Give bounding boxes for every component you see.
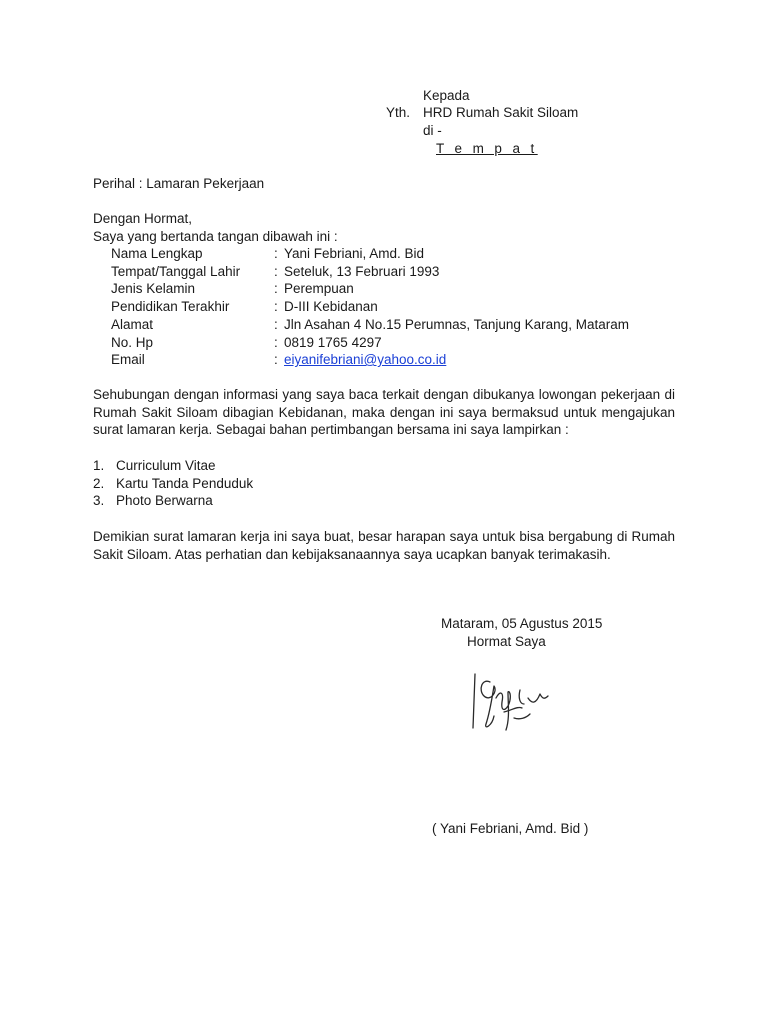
letter-closing-paragraph: Demikian surat lamaran kerja ini saya buat, besar harapan saya untuk bisa bergabung di Rumah Sakit Siloam. Atas perhatian dan kebijaksanaannya saya ucapkan banyak terimakasih. (93, 529, 675, 562)
letter-body-paragraph: Sehubungan dengan informasi yang saya baca terkait dengan dibukanya lowongan pekerjaan di Rumah Sakit Siloam dibagian Kebidanan, maka dengan ini saya bermaksud untuk mengajukan surat lamaran kerja. Sebagai bahan pertimbangan bersama ini saya lampirkan : (93, 387, 675, 437)
recipient-tempat: T e m p a t (436, 141, 538, 156)
identity-value: Perempuan (284, 281, 354, 296)
letter-intro: Saya yang bertanda tangan dibawah ini : (93, 229, 338, 244)
identity-label: Tempat/Tanggal Lahir (111, 264, 241, 279)
list-item-number: 3. (93, 493, 105, 508)
identity-label: Jenis Kelamin (111, 281, 196, 296)
identity-value: Jln Asahan 4 No.15 Perumnas, Tanjung Karang, Mataram (284, 317, 629, 332)
identity-separator: : (274, 246, 278, 261)
identity-separator: : (274, 264, 278, 279)
letter-greeting: Dengan Hormat, (93, 211, 193, 226)
identity-separator: : (274, 299, 278, 314)
identity-label: Nama Lengkap (111, 246, 203, 261)
identity-separator: : (274, 317, 278, 332)
signature-image (468, 668, 568, 736)
closing-salutation: Hormat Saya (467, 634, 546, 649)
recipient-name: HRD Rumah Sakit Siloam (423, 105, 579, 120)
recipient-kepada: Kepada (423, 88, 470, 103)
email-link[interactable]: eiyanifebriani@yahoo.co.id (284, 352, 447, 367)
identity-separator: : (274, 352, 278, 367)
identity-label: Email (111, 352, 145, 367)
identity-value: Seteluk, 13 Februari 1993 (284, 264, 440, 279)
identity-separator: : (274, 335, 278, 350)
recipient-di: di - (423, 123, 442, 138)
list-item: Curriculum Vitae (116, 458, 216, 473)
identity-label: No. Hp (111, 335, 154, 350)
recipient-yth: Yth. (386, 105, 411, 120)
place-date: Mataram, 05 Agustus 2015 (441, 616, 603, 631)
signer-name: ( Yani Febriani, Amd. Bid ) (432, 821, 589, 836)
identity-label: Pendidikan Terakhir (111, 299, 230, 314)
list-item-number: 2. (93, 476, 105, 491)
identity-value: D-III Kebidanan (284, 299, 378, 314)
letter-subject: Perihal : Lamaran Pekerjaan (93, 176, 265, 191)
identity-separator: : (274, 281, 278, 296)
identity-value: Yani Febriani, Amd. Bid (284, 246, 425, 261)
list-item: Kartu Tanda Penduduk (116, 476, 254, 491)
identity-value: 0819 1765 4297 (284, 335, 382, 350)
identity-label: Alamat (111, 317, 154, 332)
list-item: Photo Berwarna (116, 493, 213, 508)
list-item-number: 1. (93, 458, 105, 473)
